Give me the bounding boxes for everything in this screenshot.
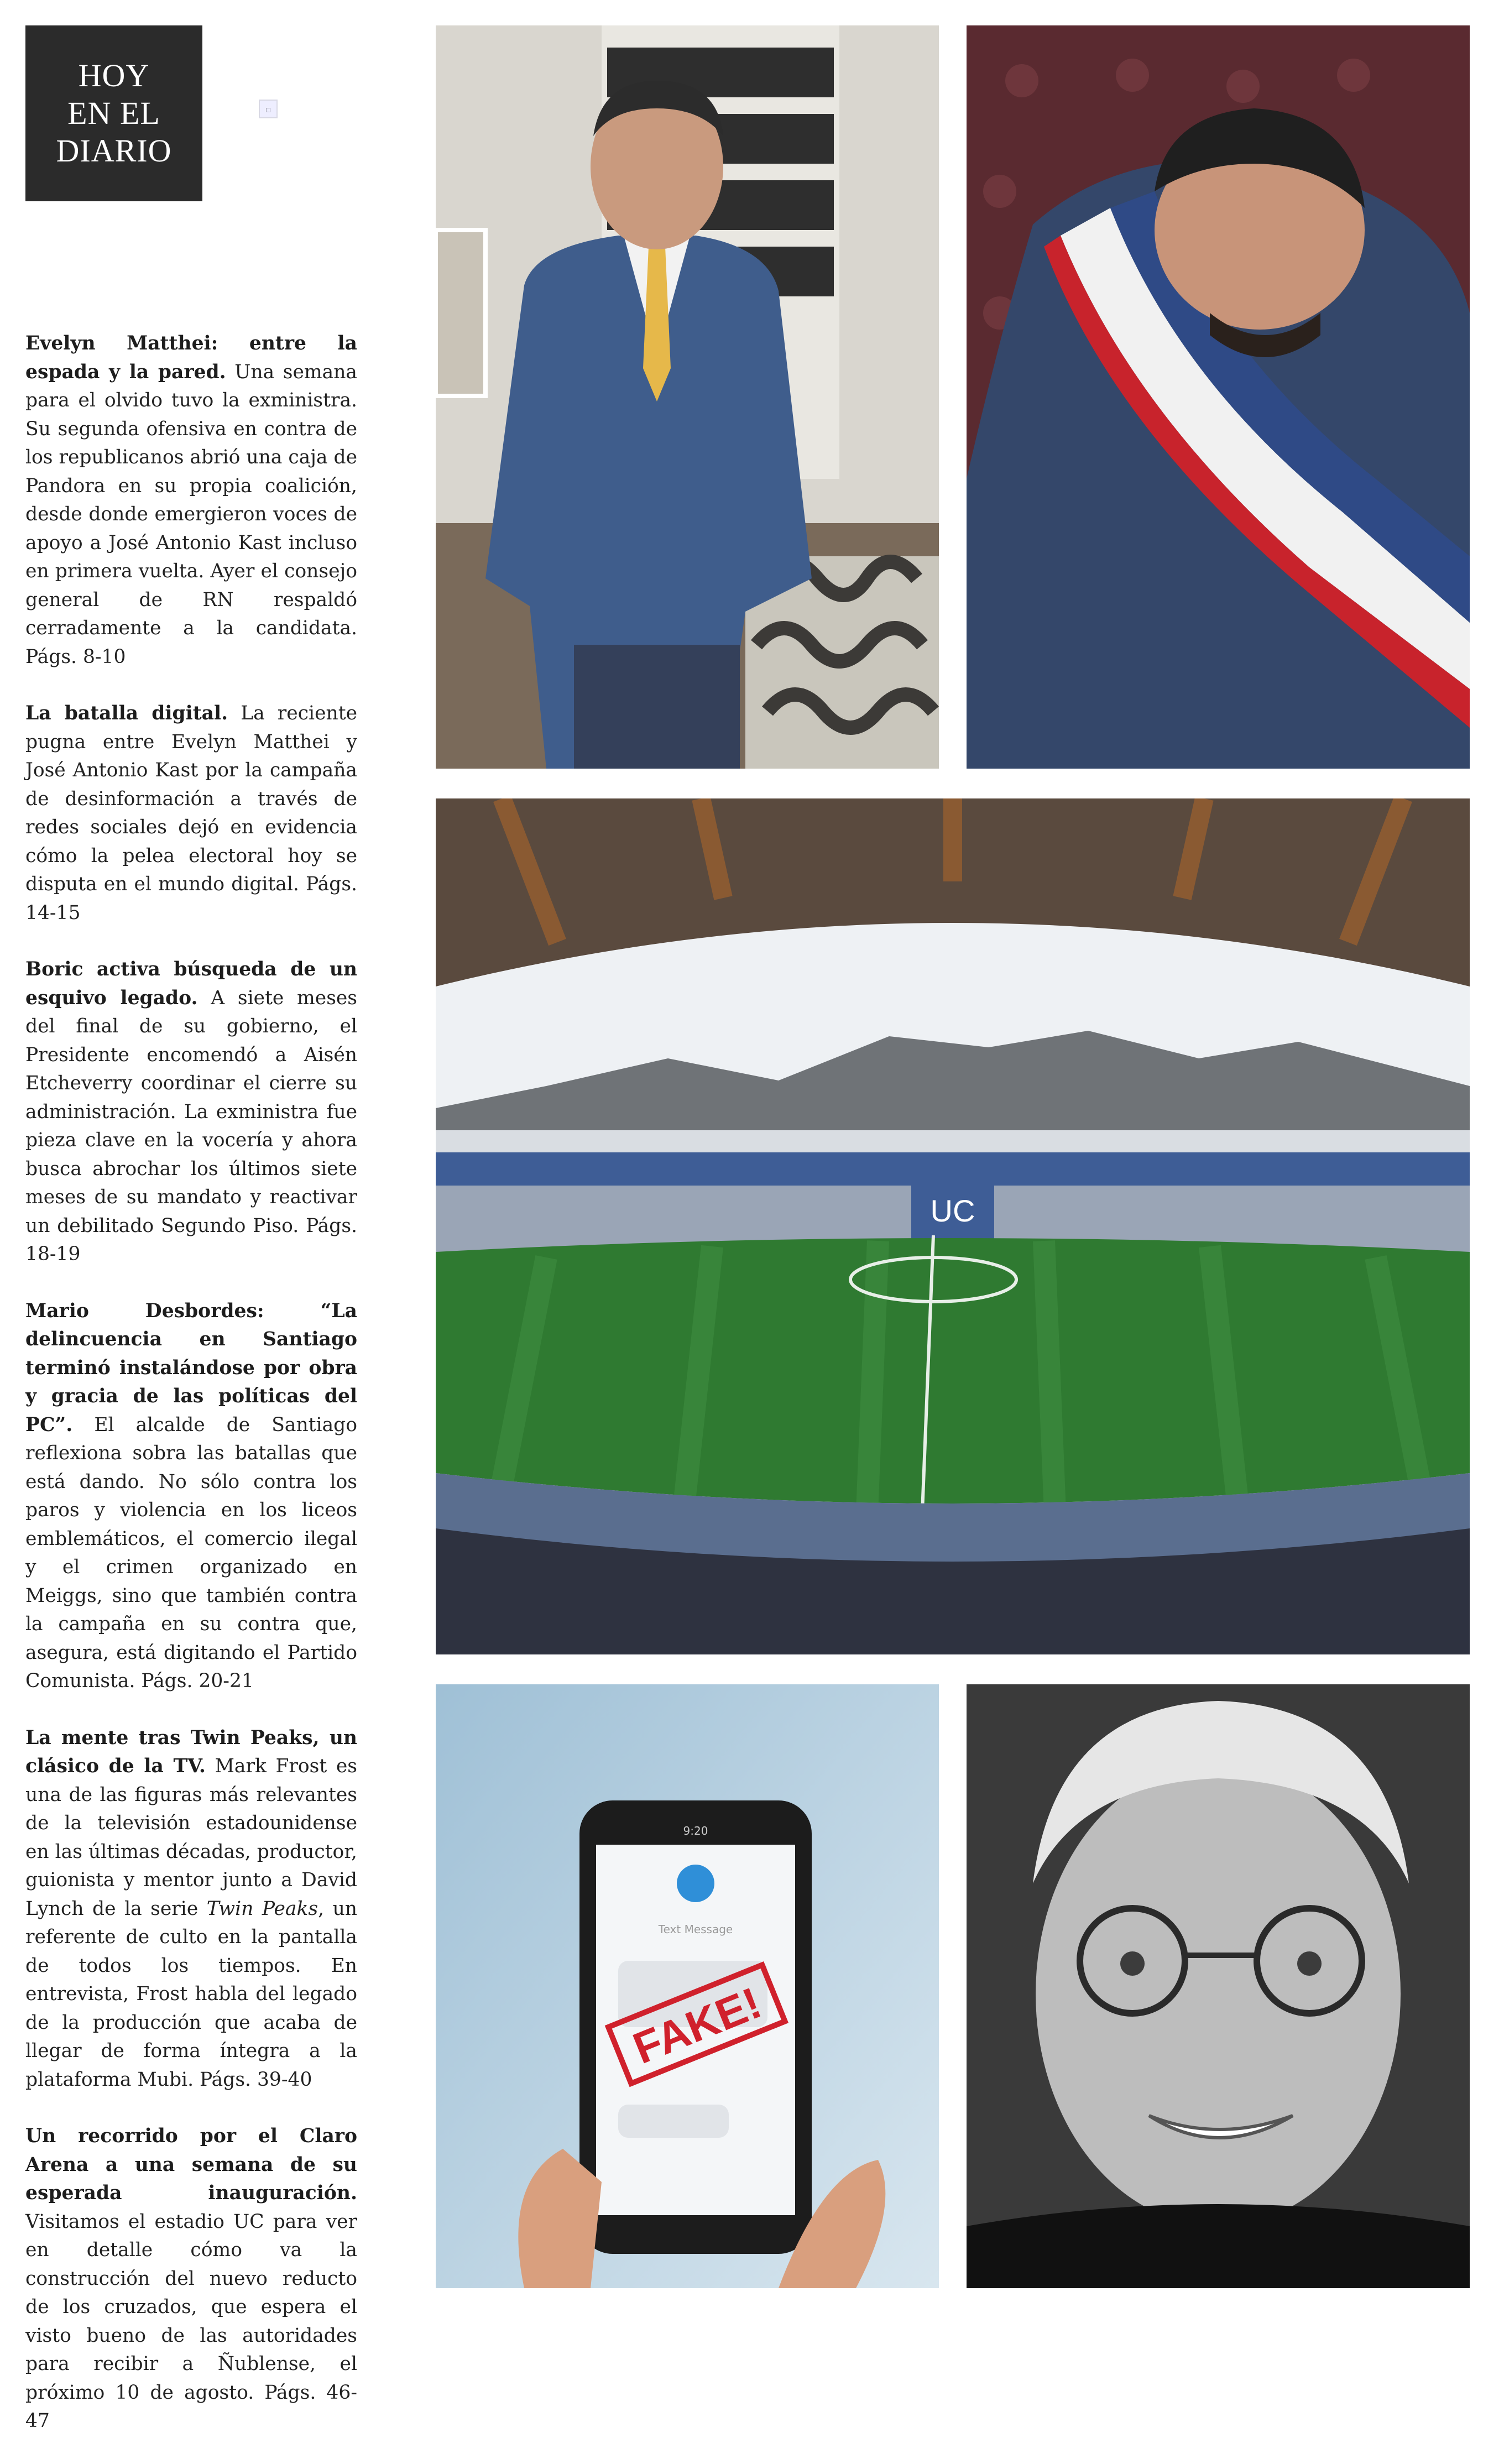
stadium-crest-text: UC: [930, 1193, 975, 1228]
article-body: La reciente pugna entre Evelyn Matthei y José Antonio Kast por la campaña de desinformación a través de redes sociales dejó en evidencia cómo la pelea electoral hoy se disputa en el mundo digital. Págs. 14-15: [25, 702, 357, 924]
article-body: Mark Frost es una de las figuras más relevantes de la televisión estadounidense en las últimas décadas, productor, guionista y mentor junto a David Lynch de la serie: [25, 1755, 357, 1920]
article-body: Una semana para el olvido tuvo la exministra. Su segunda ofensiva en contra de los republicanos abrió una caja de Pandora en su propia coalición, desde donde emergieron voces de apoyo a José Antonio Kast incluso en primera vuelta. Ayer el consejo general de RN respaldó cerradamente a la candidata. Págs. 8-10: [25, 361, 357, 668]
article-headline: La mente tras Twin Peaks, un clásico de la TV.: [25, 1726, 357, 1777]
small-marker-icon: ▫: [259, 100, 278, 118]
photo-fake-message-phone: [436, 1684, 939, 2288]
fake-stamp: FAKE!: [626, 1977, 768, 2074]
article-body: A siete meses del final de su gobierno, el Presidente encomendó a Aisén Etcheverry coordinar el cierre su administración. La exministra fue pieza clave en la vocería y ahora busca abrochar los últimos siete meses de su mandato y reactivar un debilitado Segundo Piso. Págs. 18-19: [25, 986, 358, 1265]
section-masthead: [25, 25, 202, 201]
photo-mario-desbordes: [436, 25, 939, 769]
phone-clock: 9:20: [683, 1824, 708, 1837]
masthead-line-3: DIARIO: [56, 133, 172, 169]
article-column: [25, 330, 357, 2464]
article-boric: [25, 956, 357, 1269]
article-body: Visitamos el estadio UC para ver en detalle cómo va la construcción del nuevo reducto de los cruzados, que espera el visto bueno de las autoridades para recibir a Ñublense, el próximo 10 de agosto. Págs. 46-47: [25, 2210, 357, 2432]
article-headline: La batalla digital.: [25, 702, 228, 724]
article-body: El alcalde de Santiago reflexiona sobra las batallas que está dando. No sólo contra los paros y violencia en los liceos emblemáticos, el comercio ilegal y el crimen organizado en Meiggs, sino que también contra la campaña en su contra que, asegura, está digitando el Partido Comunista. Págs. 20-21: [25, 1413, 357, 1692]
article-headline: Evelyn Matthei: entre la espada y la pared.: [25, 332, 357, 383]
photo-mark-frost-portrait: [967, 1684, 1470, 2288]
article-claro-arena: [25, 2122, 357, 2436]
article-headline: Un recorrido por el Claro Arena a una semana de su esperada inauguración.: [25, 2125, 357, 2204]
masthead-line-1: HOY: [78, 58, 150, 93]
photo-claro-arena-stadium: [436, 798, 1470, 1654]
article-headline: Boric activa búsqueda de un esquivo legado.: [25, 958, 357, 1009]
phone-message-header: Text Message: [658, 1923, 733, 1936]
article-body-cont: , un referente de culto en la pantalla de todos los tiempos. En entrevista, Frost habla del legado de la producción que acaba de llegar de forma íntegra a la plataforma Mubi. Págs. 39-40: [25, 1897, 358, 2091]
article-batalla-digital: [25, 699, 357, 927]
article-headline: Mario Desbordes: “La delincuencia en Santiago terminó instalándose por obra y gracia de las políticas del PC”.: [25, 1299, 357, 1436]
article-series-title: Twin Peaks: [206, 1897, 318, 1920]
photo-presidente-boric: [967, 25, 1470, 769]
article-twin-peaks: [25, 1724, 357, 2095]
article-matthei: [25, 330, 357, 671]
masthead-line-2: EN EL: [67, 95, 160, 131]
article-desbordes: [25, 1297, 357, 1696]
